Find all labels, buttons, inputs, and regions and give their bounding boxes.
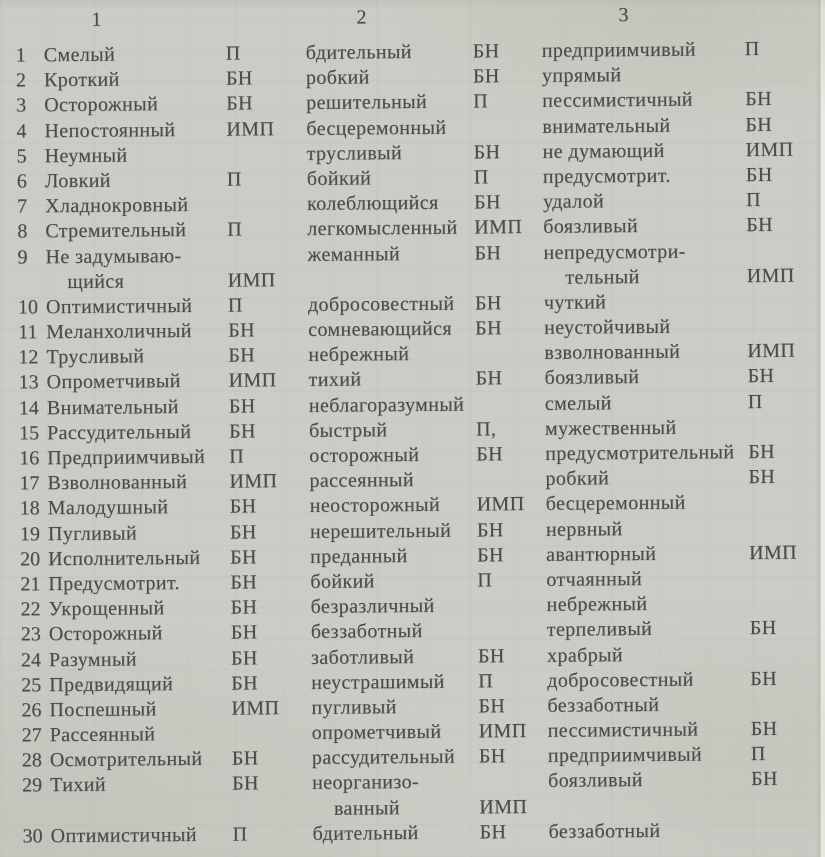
word-column-2: рассеянный bbox=[309, 469, 415, 493]
word-column-2: бдительный bbox=[305, 40, 412, 64]
word-column-2: легкомысленный bbox=[307, 216, 458, 241]
row-number: 30 bbox=[22, 825, 43, 848]
code-label-column-2: П bbox=[477, 569, 493, 592]
row-number: 29 bbox=[22, 774, 43, 797]
word-column-3: упрямый bbox=[541, 64, 622, 88]
code-label-column-3 bbox=[749, 490, 825, 516]
word-column-2: безразличный bbox=[310, 594, 435, 619]
code-label-column-3: БН bbox=[748, 466, 776, 489]
code-label-column-1: БН bbox=[231, 772, 259, 796]
code-label-column-1: БН bbox=[229, 495, 257, 518]
word-column-3: взволнованный bbox=[544, 340, 681, 365]
word-column-3: авантюрный bbox=[546, 542, 657, 566]
word-column-1: Смелый bbox=[43, 43, 116, 67]
word-column-1: Хладнокровный bbox=[44, 194, 189, 218]
row-number bbox=[0, 270, 46, 296]
code-label-column-1: П bbox=[229, 445, 245, 468]
word-column-1: Исполнительный bbox=[48, 546, 201, 570]
word-column-3: предприимчивый bbox=[547, 743, 703, 768]
code-label-column-2: П bbox=[478, 669, 494, 693]
code-label-column-2: БН bbox=[475, 317, 502, 340]
code-label-column-1: ИМП bbox=[231, 697, 280, 720]
row-number: 9 bbox=[17, 245, 28, 268]
word-column-1: Оптимистичный bbox=[50, 823, 198, 847]
word-column-2: неблагоразумный bbox=[308, 393, 465, 417]
word-column-3: не думающий bbox=[542, 139, 665, 163]
word-column-2: решительный bbox=[306, 91, 428, 115]
code-label-column-2: П bbox=[473, 166, 489, 189]
code-label-column-2: БН bbox=[478, 745, 506, 768]
code-label-column-3: БН bbox=[745, 113, 773, 136]
code-label-column-3: БН bbox=[745, 88, 772, 111]
code-label-column-3: П bbox=[744, 37, 760, 61]
code-label-column-2: БН bbox=[472, 65, 500, 88]
code-label-column-1: П bbox=[227, 294, 243, 317]
code-label-column-1: БН bbox=[228, 319, 255, 342]
word-column-1: Укрощенный bbox=[48, 597, 165, 621]
code-label-column-2 bbox=[477, 593, 546, 619]
word-column-1: Рассеянный bbox=[49, 723, 156, 747]
word-column-2: небрежный bbox=[308, 343, 410, 367]
code-label-column-1: П bbox=[232, 823, 248, 846]
code-label-column-2: ИМП bbox=[474, 216, 523, 239]
code-label-column-1: П bbox=[227, 218, 243, 241]
code-label-column-2: БН bbox=[475, 367, 503, 390]
word-column-3 bbox=[548, 793, 751, 820]
word-column-3: боязливый bbox=[544, 366, 640, 390]
code-label-column-3: БН bbox=[745, 163, 773, 187]
code-label-column-3 bbox=[751, 817, 825, 843]
row-number: 22 bbox=[20, 598, 41, 621]
code-label-column-1 bbox=[227, 242, 307, 268]
code-label-column-3: БН bbox=[747, 365, 775, 388]
code-label-column-3: БН bbox=[750, 717, 778, 741]
word-column-1: щийся bbox=[45, 270, 125, 293]
word-column-1: Рассудительный bbox=[46, 420, 192, 445]
word-column-1: Неумный bbox=[44, 144, 128, 167]
code-label-column-3: П bbox=[747, 390, 763, 413]
word-column-2: пугливый bbox=[311, 696, 397, 719]
word-column-3: отчаянный bbox=[546, 567, 643, 591]
code-label-column-2: ИМП bbox=[478, 720, 527, 743]
word-column-3: неустойчивый bbox=[544, 315, 671, 339]
word-column-1: Предприимчивый bbox=[47, 445, 206, 470]
code-label-column-1: БН bbox=[230, 621, 258, 644]
row-number: 25 bbox=[21, 673, 42, 697]
code-label-column-3 bbox=[745, 62, 822, 88]
word-column-2: беззаботный bbox=[310, 620, 423, 644]
row-number: 16 bbox=[19, 447, 40, 470]
code-label-column-2 bbox=[475, 341, 544, 367]
code-label-column-3 bbox=[748, 414, 825, 440]
column-header-3: 3 bbox=[618, 4, 629, 27]
code-label-column-1 bbox=[227, 192, 307, 218]
word-column-1: Поспешный bbox=[49, 698, 157, 722]
word-column-3: беззаботный bbox=[547, 693, 660, 717]
word-column-1 bbox=[50, 797, 232, 824]
word-column-3: чуткий bbox=[543, 291, 607, 314]
code-label-column-1: БН bbox=[231, 672, 259, 695]
word-column-3: мужественный bbox=[544, 416, 677, 440]
word-column-2: заботливый bbox=[310, 645, 415, 669]
table-body bbox=[0, 36, 825, 849]
word-column-1: Меланхоличный bbox=[46, 319, 192, 344]
word-column-2: неосторожный bbox=[309, 494, 441, 518]
code-label-column-2 bbox=[476, 391, 545, 417]
code-label-column-1: ИМП bbox=[226, 117, 275, 141]
word-column-2: неустрашимый bbox=[311, 670, 445, 694]
code-label-column-3: БН bbox=[748, 440, 776, 464]
word-column-3: боязливый bbox=[543, 215, 639, 239]
word-column-1: Малодушный bbox=[47, 496, 169, 520]
word-column-2: бдительный bbox=[312, 821, 419, 845]
word-column-1: Осмотрительный bbox=[49, 748, 203, 772]
code-label-column-3 bbox=[750, 691, 825, 717]
row-number: 12 bbox=[18, 346, 39, 369]
word-column-3: внимательный bbox=[542, 114, 671, 138]
code-label-column-3: БН bbox=[750, 667, 778, 690]
code-label-column-3: ИМП bbox=[746, 264, 795, 287]
word-column-3: предприимчивый bbox=[541, 38, 697, 62]
code-label-column-1: БН bbox=[230, 571, 258, 594]
word-column-2: рассудительный bbox=[311, 745, 456, 770]
code-label-column-1: БН bbox=[225, 67, 253, 90]
code-label-column-3 bbox=[749, 515, 825, 541]
code-label-column-2: БН bbox=[474, 241, 502, 264]
code-label-column-2: П bbox=[473, 90, 489, 113]
word-column-1: Предусмотрит. bbox=[48, 571, 181, 596]
row-number: 11 bbox=[18, 321, 38, 344]
code-label-column-3: ИМП bbox=[749, 541, 798, 564]
word-column-2: тихий bbox=[308, 368, 362, 392]
code-label-column-3 bbox=[751, 792, 825, 818]
word-column-2: робкий bbox=[305, 66, 370, 90]
row-number: 27 bbox=[21, 724, 42, 747]
word-column-2: ванный bbox=[312, 796, 401, 820]
code-label-column-3 bbox=[747, 288, 824, 314]
word-column-3: добросовестный bbox=[547, 668, 694, 692]
code-label-column-1: БН bbox=[229, 520, 257, 544]
row-number: 26 bbox=[21, 699, 42, 722]
code-label-column-3: ИМП bbox=[745, 138, 794, 161]
row-number: 13 bbox=[18, 371, 39, 394]
word-column-3: храбрый bbox=[546, 643, 624, 667]
code-label-column-2: БН bbox=[477, 543, 504, 567]
column-headers bbox=[0, 2, 822, 37]
code-label-column-2: П, bbox=[475, 418, 497, 441]
code-label-column-3 bbox=[750, 641, 825, 667]
code-label-column-1 bbox=[232, 721, 312, 747]
row-number: 8 bbox=[17, 220, 28, 243]
word-column-2: осторожный bbox=[309, 443, 420, 467]
word-column-3: нервный bbox=[545, 517, 623, 541]
word-column-1: Осторожный bbox=[48, 622, 163, 646]
word-column-2: быстрый bbox=[308, 419, 388, 442]
code-label-column-1: БН bbox=[230, 596, 258, 619]
code-label-column-2: БН bbox=[477, 644, 505, 667]
word-column-1: Тихий bbox=[50, 774, 107, 797]
code-label-column-2: БН bbox=[479, 821, 507, 844]
code-label-column-2 bbox=[478, 618, 547, 644]
code-label-column-1: ИМП bbox=[228, 369, 277, 393]
code-label-column-1: БН bbox=[231, 747, 259, 770]
word-column-2: бойкий bbox=[310, 570, 375, 593]
word-column-2: опрометчивый bbox=[311, 720, 442, 744]
word-column-3: смелый bbox=[544, 391, 612, 415]
word-column-1: Осторожный bbox=[44, 93, 159, 117]
code-label-column-3: БН bbox=[750, 768, 778, 791]
code-label-column-2: БН bbox=[478, 695, 506, 718]
word-column-2: трусливый bbox=[306, 141, 403, 165]
word-column-3: предусмотрительный bbox=[545, 441, 735, 465]
row-number: 7 bbox=[16, 195, 28, 218]
word-column-1: Пугливый bbox=[47, 521, 138, 545]
code-label-column-3: П bbox=[750, 743, 766, 766]
word-column-1: Опрометчивый bbox=[46, 370, 181, 394]
word-column-3: небрежный bbox=[546, 593, 648, 616]
code-label-column-3 bbox=[749, 591, 825, 617]
word-column-3: боязливый bbox=[547, 769, 643, 793]
code-label-column-2 bbox=[479, 769, 548, 795]
word-column-1: Кроткий bbox=[43, 68, 120, 92]
word-column-2: жеманный bbox=[307, 242, 401, 266]
code-label-column-2 bbox=[476, 467, 545, 493]
word-column-2 bbox=[308, 266, 475, 293]
word-column-1: Внимательный bbox=[46, 395, 179, 419]
word-column-3: пессимистичный bbox=[542, 88, 693, 113]
code-label-column-1: ИМП bbox=[229, 470, 278, 493]
row-number: 10 bbox=[17, 296, 39, 319]
code-label-column-1: БН bbox=[230, 546, 257, 569]
word-column-3: предусмотрит. bbox=[542, 164, 671, 188]
code-label-column-3: ИМП bbox=[747, 339, 796, 363]
code-label-column-1: БН bbox=[230, 646, 258, 670]
word-column-2: бесцеремонный bbox=[306, 116, 447, 140]
row-number: 21 bbox=[20, 573, 41, 596]
code-label-column-1: БН bbox=[228, 420, 256, 443]
row-number: 17 bbox=[19, 472, 40, 495]
code-label-column-1: БН bbox=[228, 394, 256, 418]
word-column-3: удалой bbox=[542, 190, 605, 213]
row-number: 3 bbox=[16, 94, 27, 117]
code-label-column-1: П bbox=[226, 168, 242, 191]
row-number: 24 bbox=[20, 648, 42, 671]
word-column-2: неорганизо- bbox=[311, 771, 420, 795]
code-label-column-3: БН bbox=[749, 617, 777, 640]
row-number: 4 bbox=[16, 119, 27, 143]
word-column-2: добросовестный bbox=[307, 292, 455, 316]
word-column-3: тельный bbox=[543, 265, 640, 289]
word-column-1: Непостоянный bbox=[44, 118, 176, 142]
word-column-1: Трусливый bbox=[46, 345, 145, 369]
code-label-column-1: БН bbox=[228, 344, 256, 367]
row-number: 20 bbox=[20, 548, 41, 571]
code-label-column-1: П bbox=[225, 42, 241, 65]
column-header-1: 1 bbox=[91, 8, 102, 31]
row-number: 6 bbox=[16, 170, 27, 193]
code-label-column-1 bbox=[232, 797, 312, 823]
column-header-2: 2 bbox=[356, 6, 367, 29]
word-column-2: сомневающийся bbox=[308, 317, 453, 341]
row-number: 1 bbox=[15, 44, 26, 67]
row-number: 15 bbox=[18, 422, 40, 445]
word-column-1: Предвидящий bbox=[49, 672, 174, 696]
code-label-column-2: ИМП bbox=[479, 795, 528, 819]
row-number: 23 bbox=[20, 623, 41, 646]
row-number: 2 bbox=[15, 69, 27, 92]
row-number: 19 bbox=[19, 522, 41, 545]
code-label-column-2: БН bbox=[476, 518, 504, 542]
word-column-2: преданный bbox=[310, 544, 408, 568]
word-column-3: непредусмотри- bbox=[543, 240, 686, 264]
word-column-1: Не задумываю- bbox=[45, 244, 182, 268]
word-column-3: терпеливый bbox=[546, 618, 653, 642]
word-column-2: бойкий bbox=[306, 167, 372, 190]
word-column-1: Оптимистичный bbox=[45, 294, 193, 319]
row-number bbox=[3, 799, 50, 825]
word-column-1: Взволнованный bbox=[47, 471, 188, 495]
word-column-3: беззаботный bbox=[548, 819, 661, 843]
code-label-column-2: БН bbox=[473, 140, 501, 164]
code-label-column-3 bbox=[746, 238, 823, 264]
row-number: 5 bbox=[16, 145, 27, 168]
word-column-1: Стремительный bbox=[45, 219, 187, 243]
row-number: 28 bbox=[21, 749, 42, 772]
code-label-column-2 bbox=[475, 266, 544, 292]
code-label-column-2: БН bbox=[474, 292, 502, 315]
code-label-column-1: ИМП bbox=[227, 268, 276, 292]
code-label-column-3 bbox=[749, 565, 825, 591]
word-column-2: колеблющийся bbox=[306, 191, 439, 216]
word-column-2: нерешительный bbox=[309, 519, 452, 543]
word-column-1: Разумный bbox=[48, 647, 138, 671]
word-column-1: Ловкий bbox=[44, 169, 111, 193]
word-column-3: пессимистичный bbox=[547, 718, 699, 742]
row-number: 14 bbox=[18, 396, 39, 420]
code-label-column-2: БН bbox=[473, 191, 501, 214]
code-label-column-2 bbox=[473, 114, 542, 140]
code-label-column-2: ИМП bbox=[476, 493, 525, 516]
code-label-column-1 bbox=[226, 142, 306, 168]
row-number: 18 bbox=[19, 497, 40, 520]
code-label-column-2: БН bbox=[476, 443, 504, 466]
code-label-column-3 bbox=[747, 313, 824, 339]
code-label-column-2: БН bbox=[472, 40, 500, 63]
word-column-3: робкий bbox=[545, 467, 610, 491]
code-label-column-3: П bbox=[745, 189, 761, 212]
code-label-column-3: БН bbox=[746, 214, 774, 237]
word-column-3: бесцеремонный bbox=[545, 491, 686, 516]
code-label-column-1: БН bbox=[226, 92, 253, 115]
